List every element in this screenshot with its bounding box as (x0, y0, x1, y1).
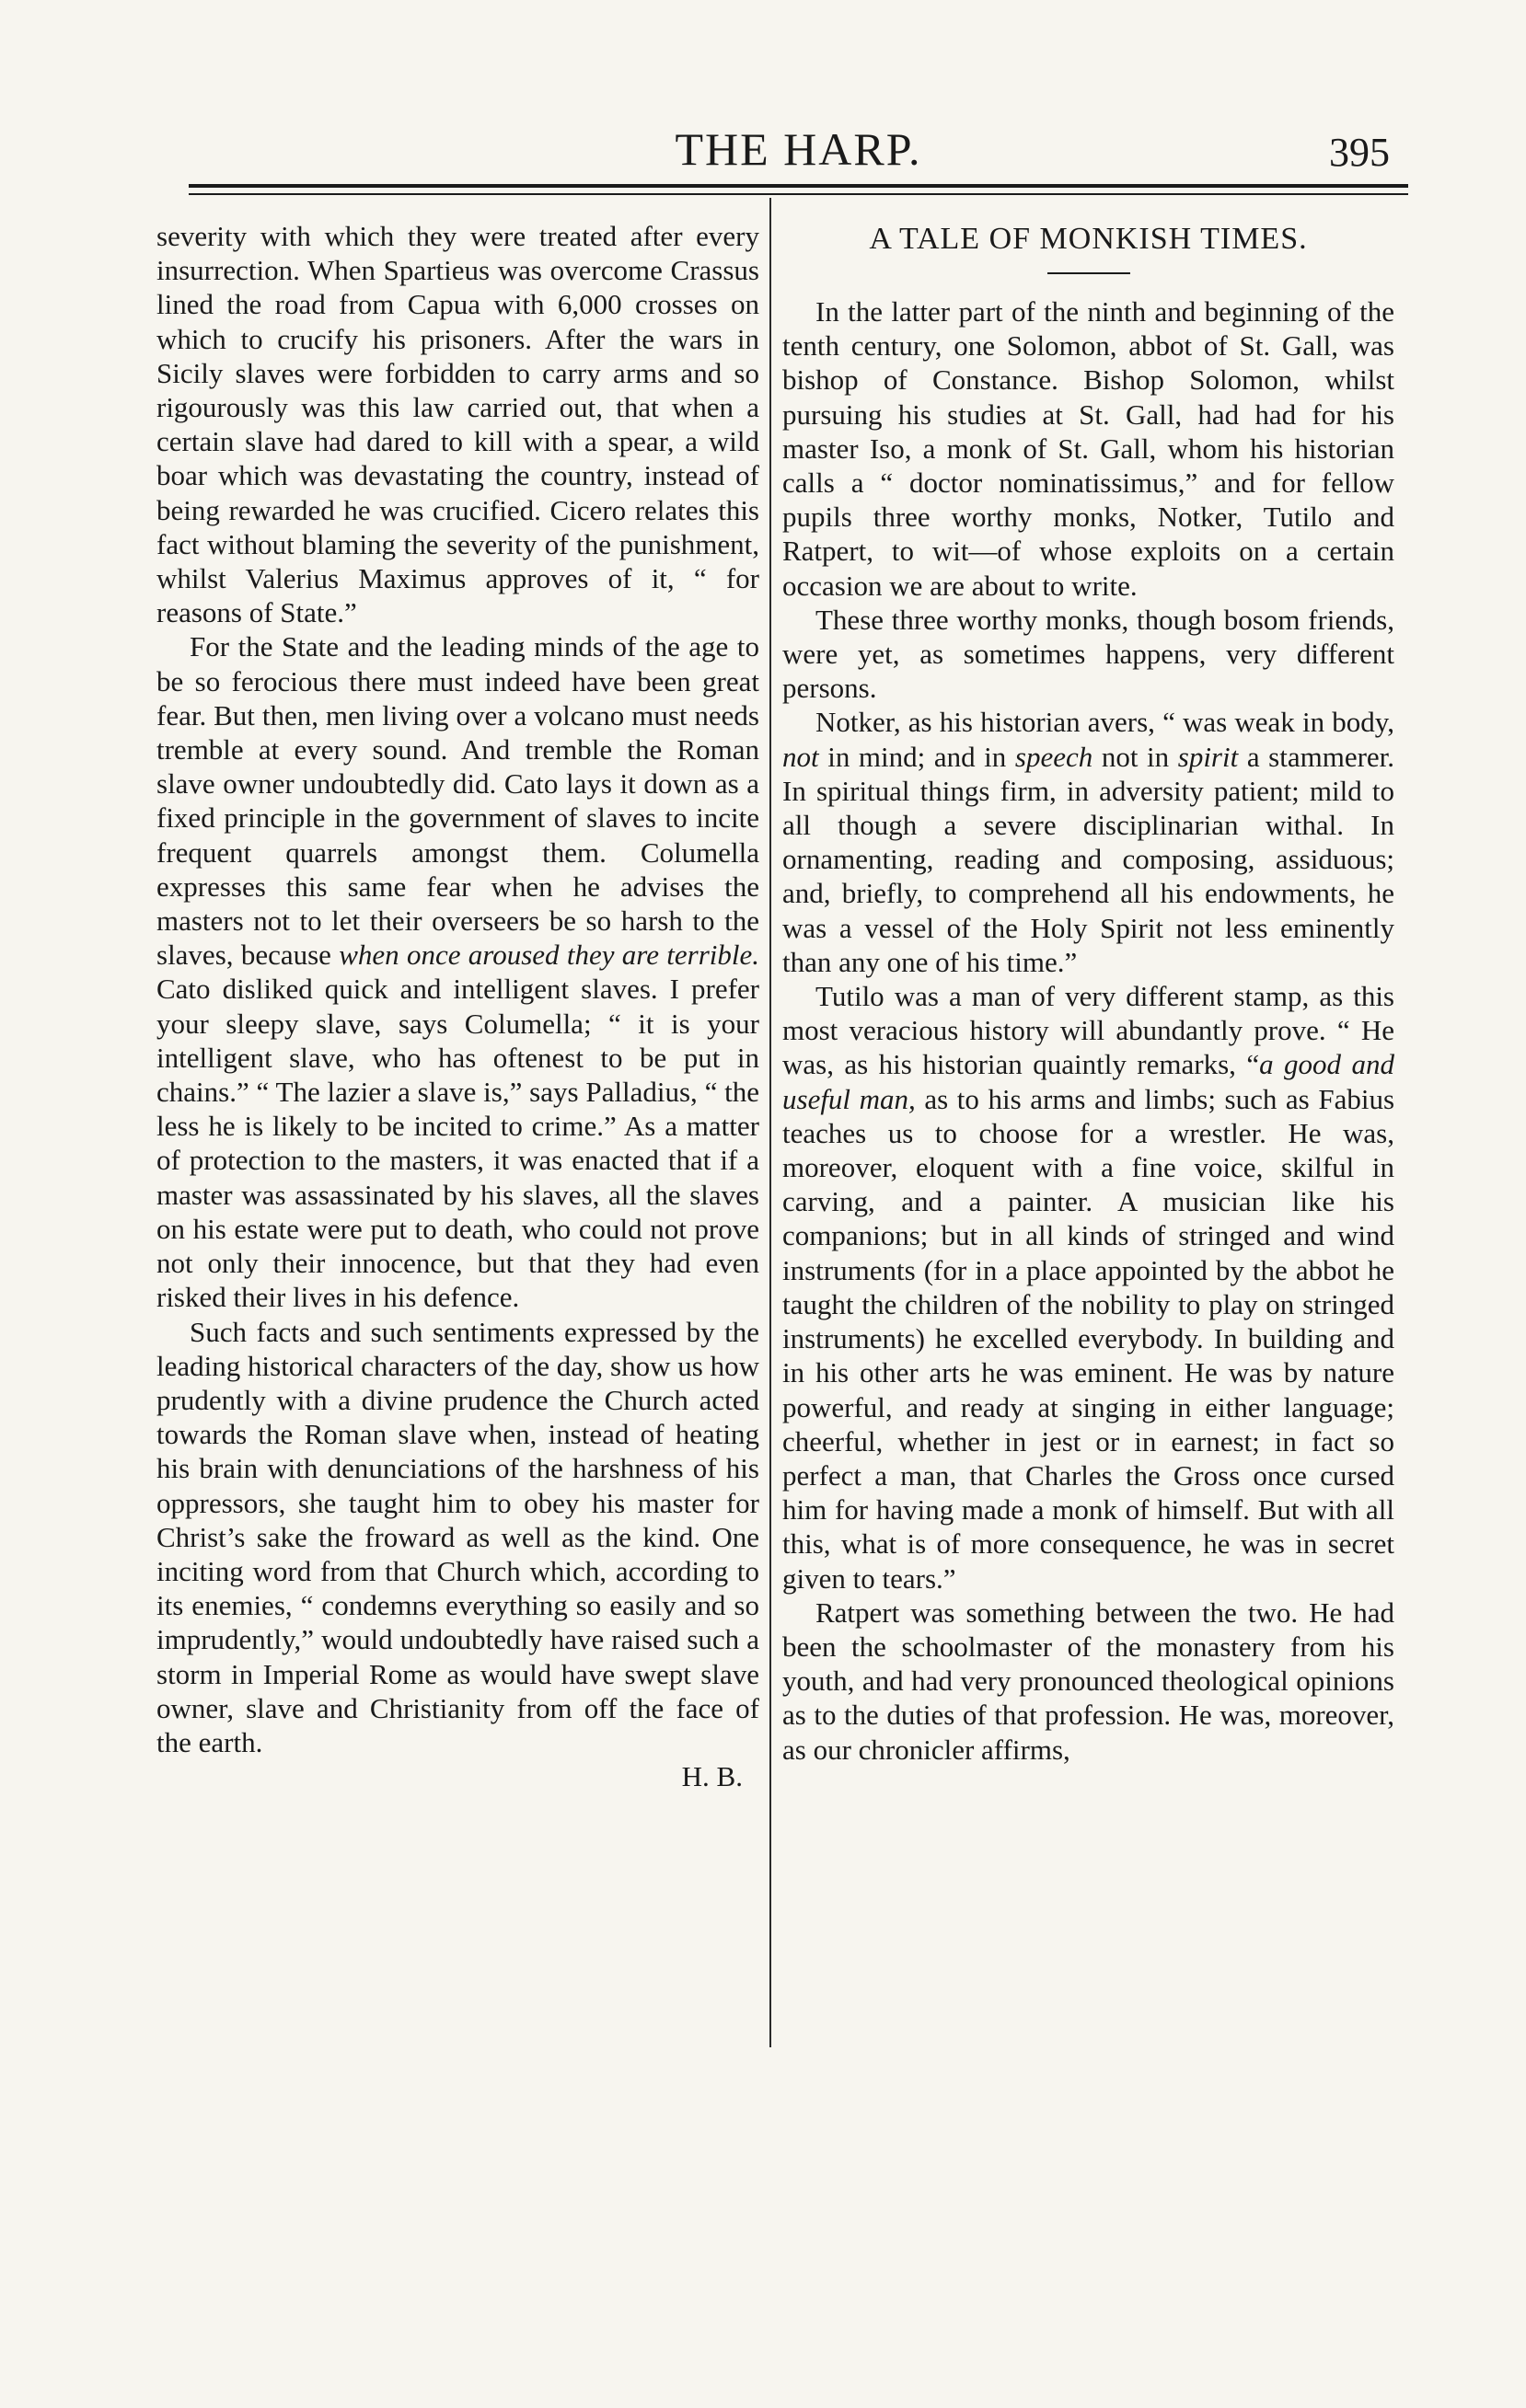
left-column (156, 219, 759, 1793)
page-header (189, 121, 1408, 186)
paragraph: In the latter part of the ninth and beginning of the tenth century, one Solomon, abbot of St. Gall, was bishop of Constance. Bishop Solomon, whilst pursuing his studies at St. Gall, had had for his master Iso, a monk of St. Gall, whom his historian calls a “ doctor nominatissimus,” and for fellow pupils three worthy monks, Notker, Tutilo and Ratpert, to wit—of whose exploits on a certain occasion we are about to write. (782, 295, 1394, 602)
paragraph: Ratpert was something between the two. He had been the schoolmaster of the monastery from his youth, and had very pronounced theological opinions as to the duties of that profession. He was, moreover, as our chronicler affirms, (782, 1596, 1394, 1766)
page-number: 395 (1329, 130, 1390, 175)
paragraph: These three worthy monks, though bosom friends, were yet, as sometimes happens, very different persons. (782, 603, 1394, 705)
paragraph: severity with which they were treated after every insurrection. When Spartieus was overcome Crassus lined the road from Capua with 6,000 crosses on which to crucify his prisoners. After the wars in Sicily slaves were forbidden to carry arms and so rigourously was this law carried out, that when a certain slave had dared to kill with a spear, a wild boar which was devastating the country, instead of being rewarded he was crucified. Cicero relates this fact without blaming the severity of the punishment, whilst Valerius Maximus approves of it, “ for reasons of State.” (156, 220, 759, 629)
right-column (782, 219, 1394, 1767)
header-rule-thin (189, 193, 1408, 195)
article-title: A TALE OF MONKISH TIMES. (869, 222, 1308, 256)
paragraph: Tutilo was a man of very different stamp, as this most veracious history will abundantly prove. “ He was, as his historian quaintly remarks, “a good and useful man, as to his arms and limbs; such as Fabius teaches us to choose for a wrestler. He was, moreover, eloquent with a fine voice, skilful in carving, and a painter. A musician like his companions; but in all kinds of stringed and wind instruments (for in a place appointed by the abbot he taught the children of the nobility to play on stringed instruments) he excelled everybody. In building and in his other arts he was eminent. He was by nature powerful, and ready at singing in either language; cheerful, whether in jest or in earnest; in fact so perfect a man, that Charles the Gross once cursed him for having made a monk of himself. But with all this, what is of more consequence, he was in secret given to tears.” (782, 980, 1395, 1595)
running-title: THE HARP. (675, 123, 922, 175)
column-divider (769, 198, 771, 2047)
title-rule (1047, 272, 1130, 274)
author-signature: H. B. (681, 1760, 743, 1793)
header-rule-thick (189, 184, 1408, 188)
paragraph: Such facts and such sentiments expressed by the leading historical characters of the day, show us how prudently with a divine prudence the Church acted towards the Roman slave when, instead of heating his brain with denunciations of the harshness of his oppressors, she taught him to obey his master for Christ’s sake the froward as well as the kind. One inciting word from that Church which, according to its enemies, “ condemns everything so easily and so imprudently,” would undoubtedly have raised such a storm in Imperial Rome as would have swept slave owner, slave and Christianity from off the face of the earth. (156, 1315, 759, 1758)
paragraph: For the State and the leading minds of the age to be so ferocious there must indeed have been great fear. But then, men living over a volcano must needs tremble at every sound. And tremble the Roman slave owner undoubtedly did. Cato lays it down as a fixed principle in the government of slaves to incite frequent quarrels amongst them. Columella expresses this same fear when he advises the masters not to let their overseers be so harsh to the slaves, because when once aroused they are terrible. Cato disliked quick and intelligent slaves. I prefer your sleepy slave, says Columella; “ it is your intelligent slave, who has oftenest to be put in chains.” “ The lazier a slave is,” says Palladius, “ the less he is likely to be incited to crime.” As a matter of protection to the masters, it was enacted that if a master was assassinated by his slaves, all the slaves on his estate were put to death, who could not prove not only their innocence, but that they had even risked their lives in his defence. (156, 630, 759, 1314)
paragraph: Notker, as his historian avers, “ was weak in body, not in mind; and in speech not in spirit a stammerer. In spiritual things firm, in adversity patient; mild to all though a severe disciplinarian withal. In ornamenting, reading and composing, assiduous; and, briefly, to comprehend all his endowments, he was a vessel of the Holy Spirit not less eminently than any one of his time.” (782, 706, 1395, 978)
